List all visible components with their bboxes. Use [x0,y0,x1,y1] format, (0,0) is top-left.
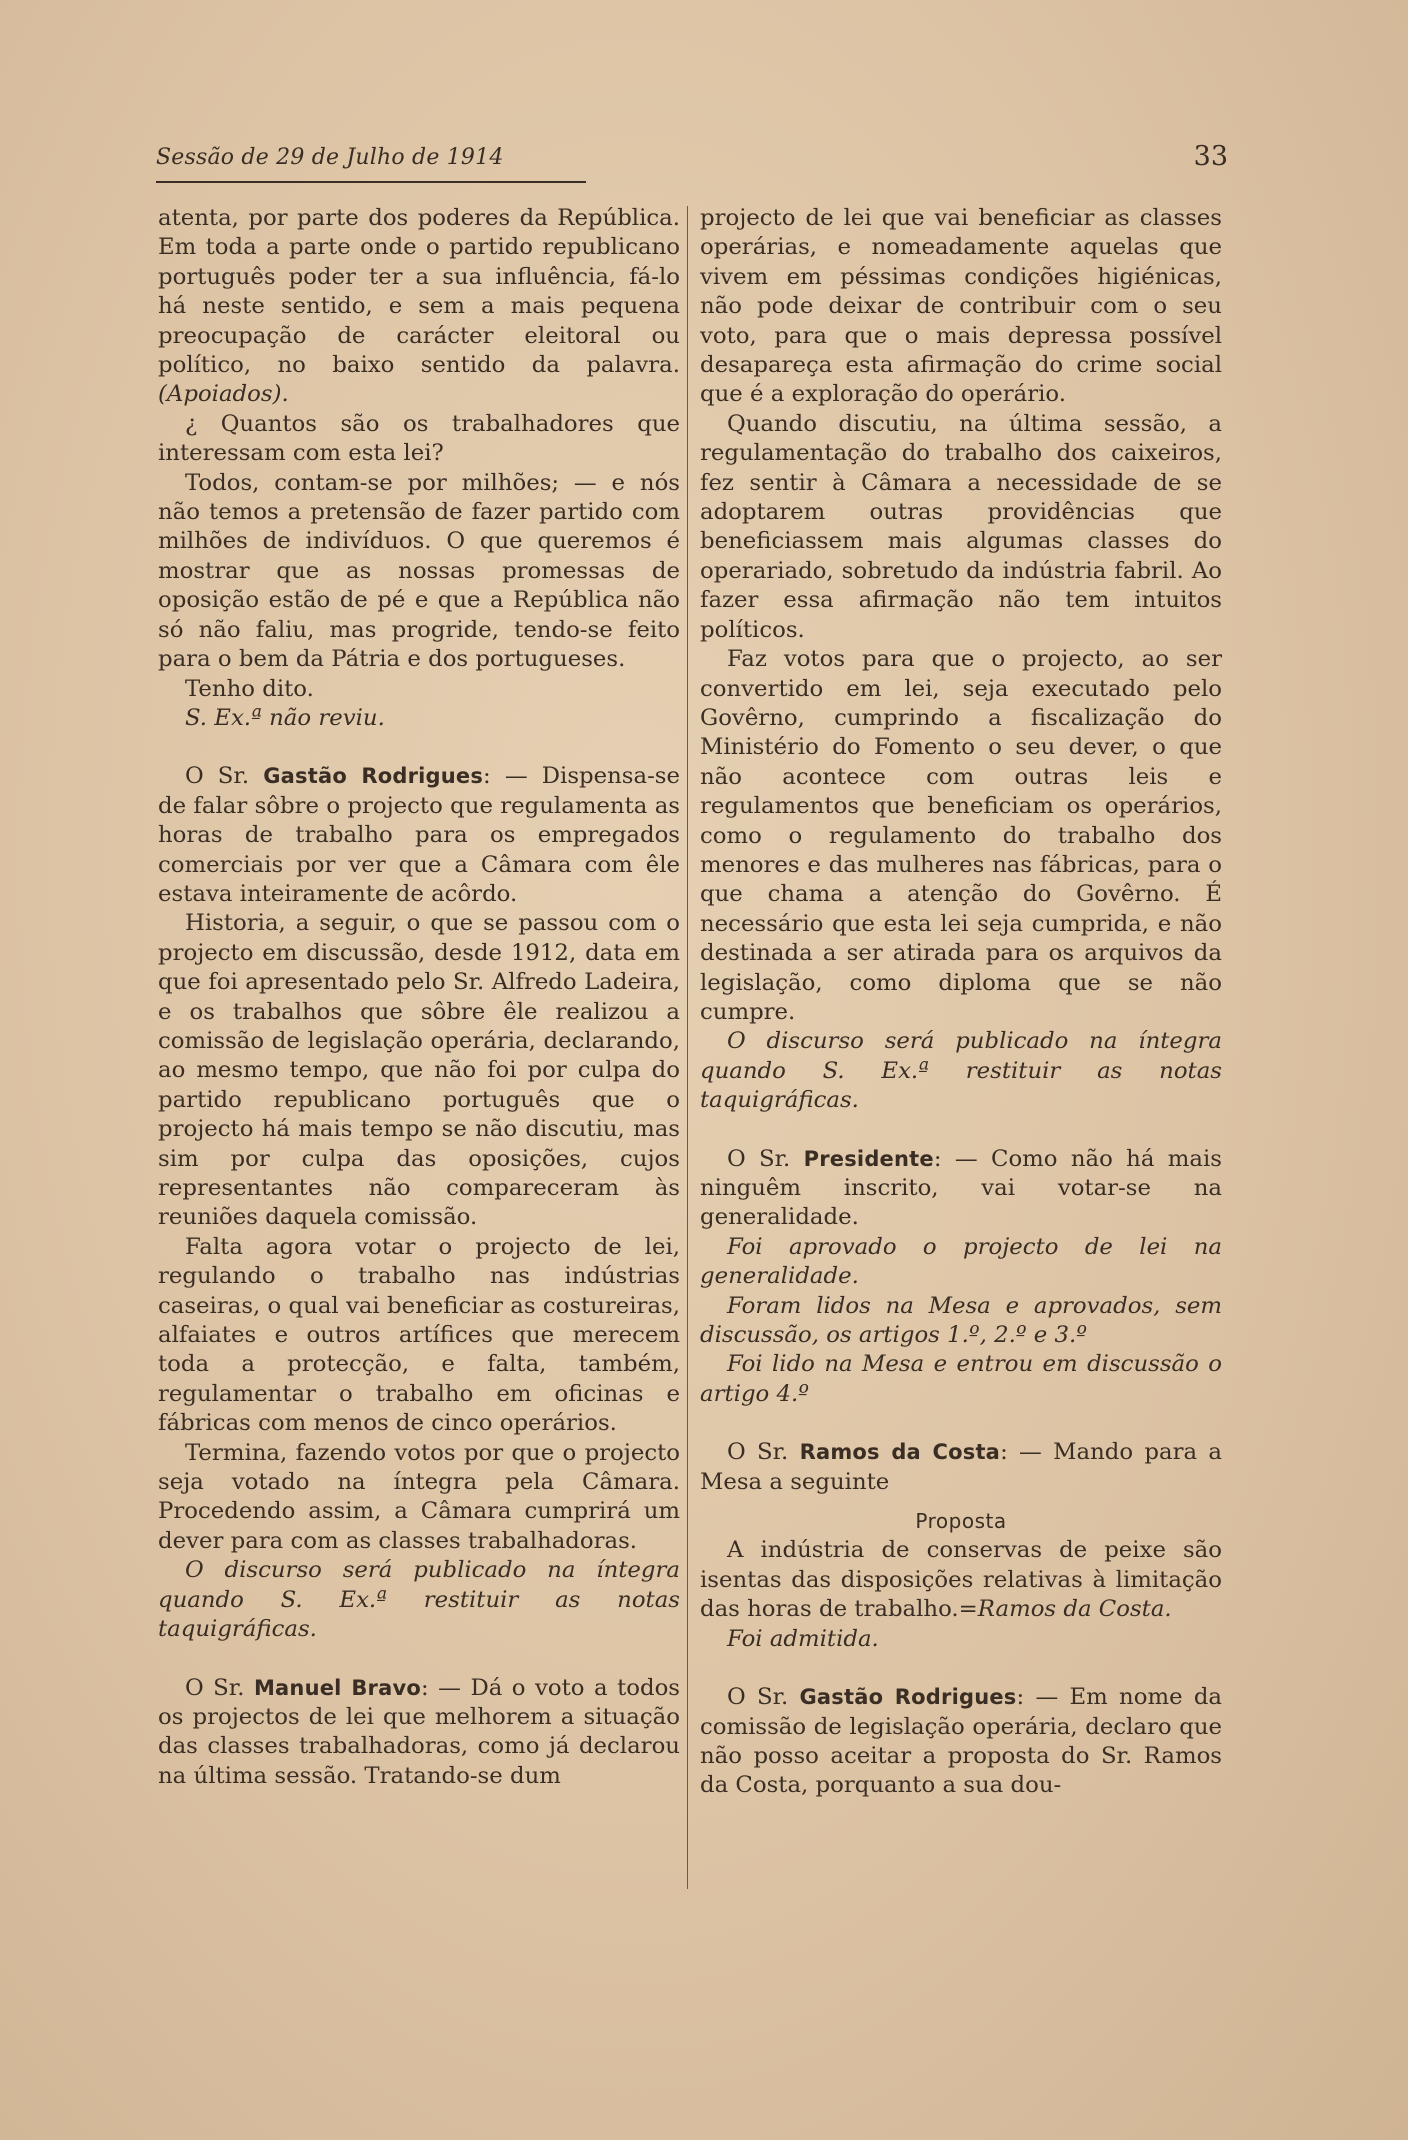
speaker-name: Ramos da Costa [799,1440,1001,1465]
paragraph: Faz votos para que o projecto, ao ser convertido em lei, seja executado pelo Govêrno, cumprindo a fiscalização do Ministério do Fomento o seu dever, o que não acontece com outras leis e regulamentos que beneficiam os operários, como o regulamento do trabalho dos menores e das mulheres nas fábricas, para o que chama a atenção do Govêrno. É necessário que esta lei seja cumprida, e não destinada a ser atirada para os arquivos da legislação, como diploma que se não cumpre. [700,646,1222,1025]
vote-note: Foi aprovado o projecto de lei na generalidade. [700,1233,1222,1290]
paragraph: Todos, contam-se por milhões; — e nós não temos a pretensão de fazer partido com milhões de indivíduos. O que queremos é mostrar que as nossas promessas de oposição estão de pé e que a República não só não faliu, mas progride, tendo-se feito para o bem da Pátria e dos portugueses. [158,469,680,673]
admission-note: Foi admitida. [727,1625,879,1652]
spacer [158,1645,680,1674]
right-column [700,204,1222,1801]
speech-paragraph: O Sr. Gastão Rodrigues: — Em nome da comissão de legislação operária, declaro que não posso aceitar a proposta do Sr. Ramos da Costa, porquanto a sua dou- [700,1684,1223,1799]
proposal-author: Ramos da Costa. [977,1596,1172,1623]
session-title: Sessão de 29 de Julho de 1914 [156,145,504,170]
speech-paragraph: O Sr. Manuel Bravo: — Dá o voto a todos os projectos de lei que melhorem a situação das classes trabalhadoras, como já declarou na última sessão. Tratando-se dum [158,1674,680,1789]
vote-note: Foram lidos na Mesa e aprovados, sem discussão, os artigos 1.º, 2.º e 3.º [700,1292,1222,1349]
publication-note: O discurso será publicado na íntegra quando S. Ex.ª restituir as notas taquigráficas. [158,1557,680,1643]
speaker-name: Gastão Rodrigues [263,764,484,789]
speaker-name: Manuel Bravo [253,1675,421,1700]
proposal-text: A indústria de conservas de peixe são isentas das disposições relativas à limitação das horas de trabalho.=Ramos da Costa. [700,1537,1222,1623]
paragraph: ¿ Quantos são os trabalhadores que interessam com esta lei? [158,410,680,467]
proposal-title: Proposta [915,1509,1007,1534]
apoiados-note: (Apoiados). [158,381,289,408]
vote-note: Foi lido na Mesa e entrou em discussão o artigo 4.º [700,1351,1222,1407]
paragraph: Tenho dito. [185,675,314,702]
left-column [158,204,680,1791]
page-number: 33 [1193,141,1228,172]
speaker-name: Gastão Rodrigues [799,1685,1017,1710]
page-header [156,141,1228,181]
spacer [158,733,680,762]
speaker-name: Presidente [803,1146,934,1171]
paragraph: Quando discutiu, na última sessão, a regulamentação do trabalho dos caixeiros, fez sentir à Câmara a necessidade de se adoptarem outras providências que beneficiassem mais algumas classes do operariado, sobretudo da indústria fabril. Ao fazer essa afirmação não tem intuitos políticos. [700,410,1222,643]
speech-paragraph: O Sr. Ramos da Costa: — Mando para a Mesa a seguinte [700,1439,1222,1495]
paragraph: projecto de lei que vai beneficiar as classes operárias, e nomeadamente aquelas que vivem em péssimas condições higiénicas, não pode deixar de contribuir com o seu voto, para que o mais depressa possível desapareça esta afirmação do crime social que é a exploração do operário. [700,205,1222,408]
speech-paragraph: O Sr. Gastão Rodrigues: — Dispensa-se de falar sôbre o projecto que regulamenta as horas de trabalho para os empregados comerciais por ver que a Câmara com êle estava inteiramente de acôrdo. [158,763,680,907]
revision-note: S. Ex.ª não reviu. [185,704,385,731]
paragraph: Falta agora votar o projecto de lei, regulando o trabalho nas indústrias caseiras, o qual vai beneficiar as costureiras, alfaiates e outros artífices que merecem toda a protecção, e falta, também, regulamentar o trabalho em oficinas e fábricas com menos de cinco operários. [158,1233,680,1437]
spacer [700,1409,1222,1438]
spacer [700,1116,1222,1145]
paragraph: Termina, fazendo votos por que o projecto seja votado na íntegra pela Câmara. Procedendo assim, a Câmara cumprirá um dever para com as classes trabalhadoras. [158,1439,680,1554]
paragraph: atenta, por parte dos poderes da República. Em toda a parte onde o partido republicano português poder ter a sua influência, fá-lo há neste sentido, e sem a mais pequena preocupação de carácter eleitoral ou político, no baixo sentido da palavra. (Apoiados). [158,205,680,408]
spacer [700,1654,1222,1683]
paragraph: Historia, a seguir, o que se passou com o projecto em discussão, desde 1912, data em que foi apresentado pelo Sr. Alfredo Ladeira, e os trabalhos que sôbre êle realizou a comissão de legislação operária, declarando, ao mesmo tempo, que não foi por culpa do partido republicano português que o projecto há mais tempo se não discutiu, mas sim por culpa das oposições, cujos representantes não compareceram às reuniões daquela comissão. [158,910,680,1231]
publication-note: O discurso será publicado na íntegra quando S. Ex.ª restituir as notas taquigráficas. [700,1028,1222,1114]
speech-paragraph: O Sr. Presidente: — Como não há mais ninguêm inscrito, vai votar-se na generalidade. [700,1145,1222,1231]
header-rule [156,181,586,183]
column-divider [687,206,688,1889]
